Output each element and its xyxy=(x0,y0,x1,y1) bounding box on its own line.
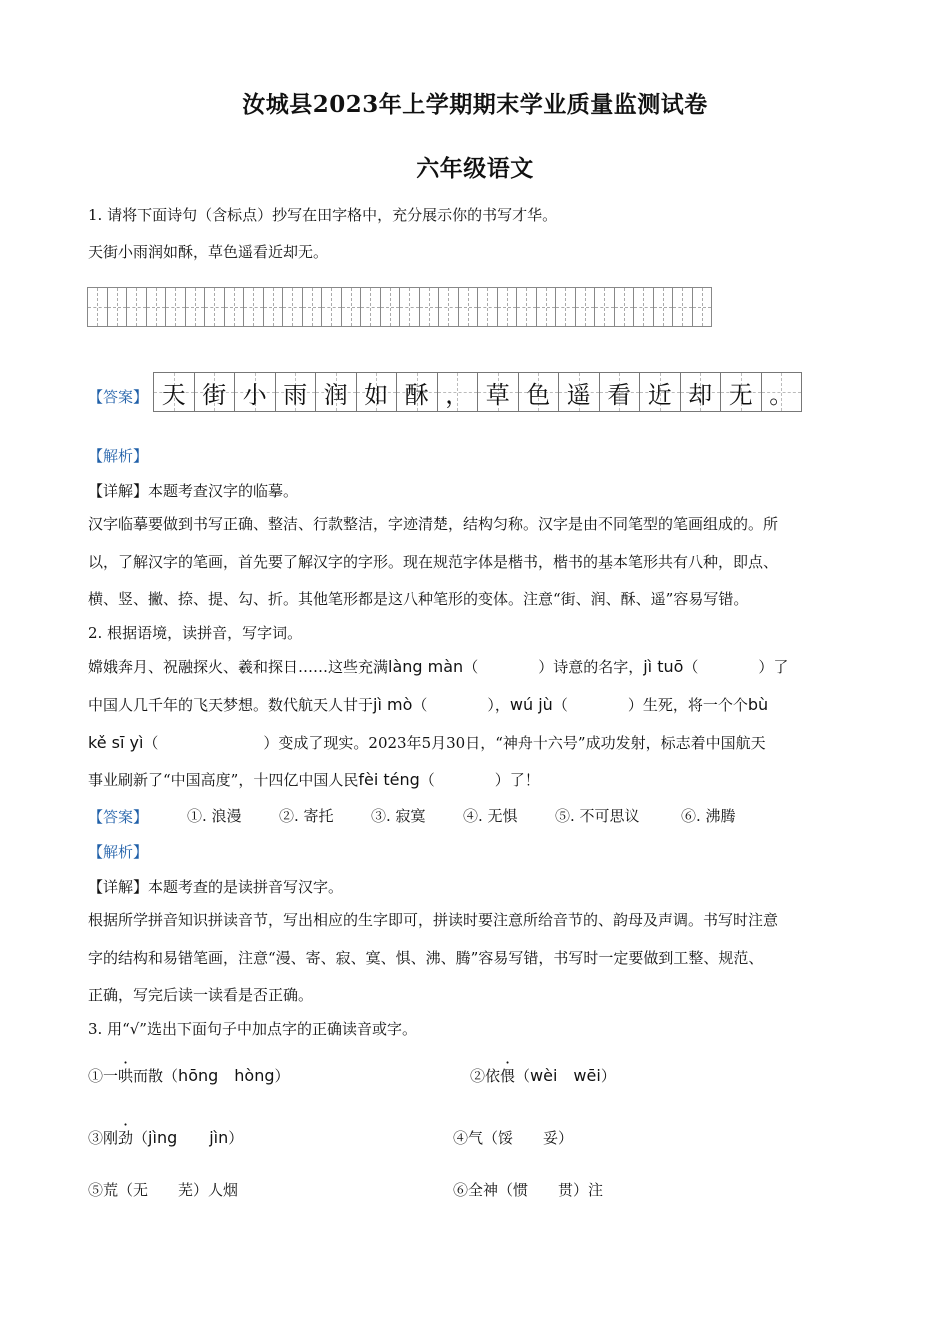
q2-answer-2: ②. 寄托 xyxy=(279,807,334,825)
q2-text: ）了 xyxy=(758,658,789,676)
q2-answer-6: ⑥. 沸腾 xyxy=(681,807,736,825)
writing-grid-cell[interactable] xyxy=(224,287,245,327)
q3-item-6[interactable]: ⑥全神（惯 贯）注 xyxy=(453,1181,604,1199)
q1-detail-line: 横、竖、撇、捺、提、勾、折。其他笔形都是这八种笔形的变体。注意“街、润、酥、遥”容易写错。 xyxy=(88,590,749,608)
q3-pinyin: jìng jìn xyxy=(148,1128,229,1147)
q3-dotted-char: 偎 xyxy=(500,1067,516,1085)
writing-grid-cell[interactable] xyxy=(321,287,342,327)
writing-grid-cell[interactable] xyxy=(516,287,537,327)
q3-dotted-char: 劲 xyxy=(118,1129,134,1147)
q2-text: ）， xyxy=(487,696,510,714)
writing-grid-cell[interactable] xyxy=(575,287,596,327)
q1-answer-tag: 【答案】 xyxy=(88,388,149,406)
writing-grid-cell[interactable] xyxy=(419,287,440,327)
answer-grid-cell xyxy=(153,372,195,412)
answer-grid-cell xyxy=(437,372,479,412)
q2-text: ）了！ xyxy=(494,771,540,789)
answer-char: 草 xyxy=(485,380,510,409)
q2-line1 xyxy=(88,657,788,677)
q2-pinyin-5b: kě sī yì xyxy=(88,733,144,752)
q2-blank-4[interactable]: （ xyxy=(552,696,628,714)
q3-dotted-char: 哄 xyxy=(118,1067,134,1085)
writing-grid-cell[interactable] xyxy=(263,287,284,327)
q3-text: 而散（ xyxy=(133,1067,179,1085)
q1-verse: 天街小雨润如酥，草色遥看近却无。 xyxy=(88,243,329,261)
q3-text: ） xyxy=(228,1129,244,1147)
answer-char: 街 xyxy=(202,380,227,409)
writing-grid-cell[interactable] xyxy=(302,287,323,327)
q1-detail xyxy=(88,481,298,501)
writing-grid-cell[interactable] xyxy=(536,287,557,327)
q2-blank-1[interactable]: （ ） xyxy=(463,658,554,676)
answer-grid-cell xyxy=(680,372,722,412)
q2-detail xyxy=(88,877,343,897)
q2-text: 诗意的名字， xyxy=(553,658,644,676)
q3-text: ①一 xyxy=(88,1067,119,1085)
q1-detail-tag: 【详解】 xyxy=(88,482,149,500)
q2-text: 中国人几千年的飞天梦想。数代航天人甘于 xyxy=(88,696,374,714)
q2-analysis-tag: 【解析】 xyxy=(88,843,149,861)
answer-char: 近 xyxy=(647,380,672,409)
writing-grid-cell[interactable] xyxy=(497,287,518,327)
q3-item-2[interactable] xyxy=(470,1066,616,1086)
answer-grid-cell xyxy=(639,372,681,412)
answer-grid-cell xyxy=(275,372,317,412)
answer-grid-cell xyxy=(720,372,762,412)
q2-detail-tag: 【详解】 xyxy=(88,878,149,896)
q2-pinyin-4: wú jù xyxy=(509,695,553,714)
q2-answer-4: ④. 无惧 xyxy=(463,807,518,825)
writing-grid-cell[interactable] xyxy=(555,287,576,327)
answer-char: 却 xyxy=(688,380,713,409)
writing-grid-cell[interactable] xyxy=(477,287,498,327)
q1-prompt: 1. 请将下面诗句（含标点）抄写在田字格中，充分展示你的书写才华。 xyxy=(88,206,558,224)
answer-grid-cell xyxy=(356,372,398,412)
q2-line4 xyxy=(88,770,540,790)
answer-grid-cell xyxy=(315,372,357,412)
q2-detail-line: 根据所学拼音知识拼读音节，写出相应的生字即可，拼读时要注意所给音节的、韵母及声调。书写时注意 xyxy=(88,911,779,929)
writing-grid-cell[interactable] xyxy=(614,287,635,327)
q2-blank-5[interactable]: （ xyxy=(143,734,264,752)
answer-char: 雨 xyxy=(283,380,308,409)
q1-answer-grid xyxy=(153,372,801,412)
q2-pinyin-1: làng màn xyxy=(388,657,464,676)
answer-grid-cell xyxy=(234,372,276,412)
q3-text: ） xyxy=(274,1067,290,1085)
writing-grid-cell[interactable] xyxy=(341,287,362,327)
answer-char: 如 xyxy=(364,380,389,409)
page-subtitle: 六年级语文 xyxy=(416,155,534,182)
writing-grid-cell[interactable] xyxy=(399,287,420,327)
writing-grid-cell[interactable] xyxy=(692,287,713,327)
q2-prompt: 2. 根据语境，读拼音，写字词。 xyxy=(88,624,303,642)
q1-analysis-tag: 【解析】 xyxy=(88,447,149,465)
writing-grid-cell[interactable] xyxy=(185,287,206,327)
answer-grid-cell xyxy=(761,372,803,412)
writing-grid-cell[interactable] xyxy=(672,287,693,327)
q3-item-5[interactable]: ⑤荒（无 芜）人烟 xyxy=(88,1181,239,1199)
writing-grid-cell[interactable] xyxy=(594,287,615,327)
page-title: 汝城县2023年上学期期末学业质量监测试卷 xyxy=(242,91,708,118)
writing-grid-cell[interactable] xyxy=(438,287,459,327)
q2-text: 嫦娥奔月、祝融探火、羲和探日……这些充满 xyxy=(88,658,389,676)
answer-grid-cell xyxy=(396,372,438,412)
q2-text: ）生死，将一个个 xyxy=(627,696,748,714)
answer-grid-cell xyxy=(194,372,236,412)
answer-char: 。 xyxy=(769,380,794,409)
writing-grid-cell[interactable] xyxy=(146,287,167,327)
answer-grid-cell xyxy=(477,372,519,412)
q2-line2 xyxy=(88,695,768,715)
writing-grid-cell[interactable] xyxy=(380,287,401,327)
writing-grid-cell[interactable] xyxy=(165,287,186,327)
q2-answer-3: ③. 寂寞 xyxy=(371,807,426,825)
q3-item-1[interactable] xyxy=(88,1066,290,1086)
q2-blank-6[interactable]: （ xyxy=(419,771,495,789)
q2-line3 xyxy=(88,733,766,753)
q3-item-3[interactable] xyxy=(88,1128,243,1148)
q3-prompt: 3. 用“√”选出下面句子中加点字的正确读音或字。 xyxy=(88,1020,417,1038)
answer-grid-cell xyxy=(518,372,560,412)
q2-answer-5: ⑤. 不可思议 xyxy=(555,807,640,825)
q2-detail-intro: 本题考查的是读拼音写汉字。 xyxy=(148,878,344,896)
writing-grid-cell[interactable] xyxy=(243,287,264,327)
q2-blank-2[interactable]: （ xyxy=(683,658,759,676)
writing-grid-cell[interactable] xyxy=(653,287,674,327)
q3-text: （ xyxy=(133,1129,149,1147)
q2-detail-line: 字的结构和易错笔画，注意“漫、寄、寂、寞、惧、沸、腾”容易写错，书写时一定要做到工整、规范、 xyxy=(88,949,764,967)
answer-grid-cell xyxy=(558,372,600,412)
q2-pinyin-3: jì mò xyxy=(373,695,413,714)
q2-answer-1: ①. 浪漫 xyxy=(187,807,242,825)
answer-char: 无 xyxy=(728,380,753,409)
q2-text: 事业刷新了“中国高度”，十四亿中国人民 xyxy=(88,771,359,789)
q2-answer-tag: 【答案】 xyxy=(88,808,149,826)
q3-text: ②依 xyxy=(470,1067,501,1085)
answer-char: 小 xyxy=(242,380,267,409)
q3-pinyin: hōng hòng xyxy=(178,1066,275,1085)
answer-char: 色 xyxy=(526,380,551,409)
q1-detail-line: 以，了解汉字的笔画，首先要了解汉字的字形。现在规范字体是楷书，楷书的基本笔形共有八种，即点、 xyxy=(88,553,779,571)
q2-pinyin-2: jì tuō xyxy=(643,657,684,676)
answer-char: 看 xyxy=(607,380,632,409)
q3-pinyin: wèi wēi xyxy=(530,1066,601,1085)
q3-text: ） xyxy=(600,1067,616,1085)
q3-text: （ xyxy=(515,1067,531,1085)
writing-grid-cell[interactable] xyxy=(204,287,225,327)
answer-char: 天 xyxy=(161,380,186,409)
writing-grid-cell[interactable] xyxy=(107,287,128,327)
q2-pinyin-5a: bù xyxy=(747,695,769,714)
q3-text: ③刚 xyxy=(88,1129,119,1147)
writing-grid-cell[interactable] xyxy=(282,287,303,327)
answer-char: 遥 xyxy=(566,380,591,409)
writing-grid-cell[interactable] xyxy=(126,287,147,327)
writing-grid-cell[interactable] xyxy=(360,287,381,327)
q2-text: ）变成了现实。2023年5月30日，“神舟十六号”成功发射，标志着中国航天 xyxy=(263,734,766,752)
q1-detail-line: 汉字临摹要做到书写正确、整洁、行款整洁，字迹清楚，结构匀称。汉字是由不同笔型的笔画组成的。所 xyxy=(88,515,779,533)
q1-writing-grid[interactable] xyxy=(87,287,711,327)
writing-grid-cell[interactable] xyxy=(87,287,108,327)
answer-char: 润 xyxy=(323,380,348,409)
q3-item-4[interactable]: ④气（馁 妥） xyxy=(453,1129,574,1147)
answer-char: 酥 xyxy=(404,380,429,409)
q2-blank-3[interactable]: （ xyxy=(412,696,488,714)
writing-grid-cell[interactable] xyxy=(458,287,479,327)
q1-detail-intro: 本题考查汉字的临摹。 xyxy=(148,482,299,500)
answer-char: ， xyxy=(445,380,470,409)
answer-grid-cell xyxy=(599,372,641,412)
q2-detail-line: 正确，写完后读一读看是否正确。 xyxy=(88,986,314,1004)
writing-grid-cell[interactable] xyxy=(633,287,654,327)
q2-pinyin-6: fèi téng xyxy=(358,770,420,789)
